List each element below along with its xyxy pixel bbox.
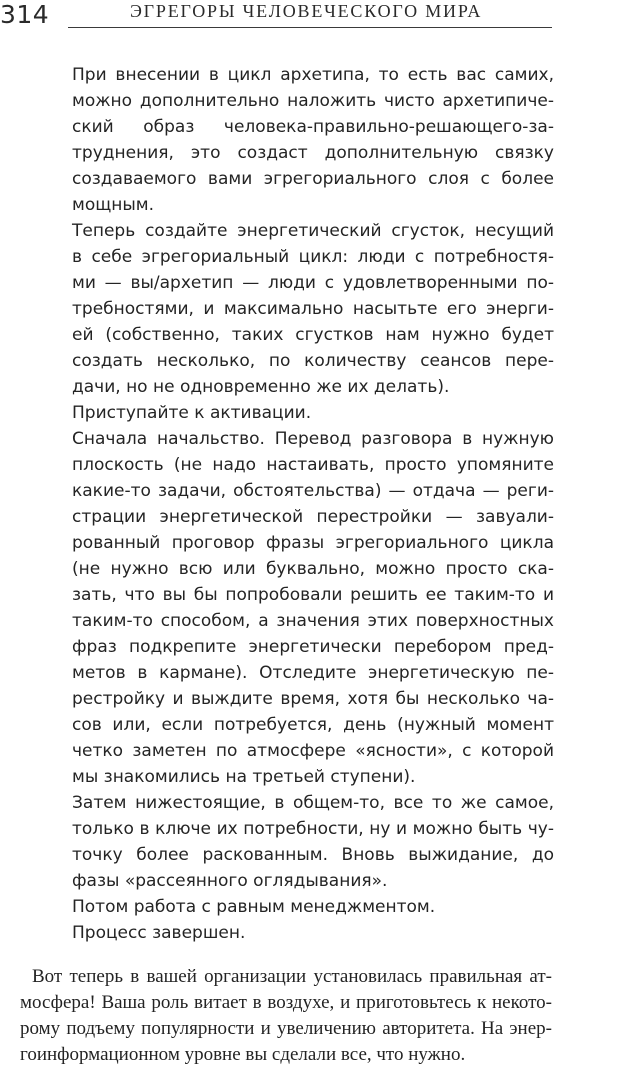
body-paragraph [20,964,552,1068]
instruction-line: создать несколько, по количеству сеансов пере- [72,351,554,371]
instruction-line: требностями, и максимально насытьте его энерги- [72,299,554,319]
instruction-line: плоскость (не надо настаивать, просто упомяните [72,455,554,475]
instruction-line: можно дополнительно наложить чисто архетипиче- [72,91,554,111]
instruction-line: какие-то задачи, обстоятельства) — отдача — реги- [72,481,554,501]
instruction-line: (не нужно всю или буквально, можно просто ска- [72,559,554,579]
instruction-line: Затем нижестоящие, в общем-то, все то же самое, [72,793,554,813]
instruction-line: ей (собственно, таких сгустков нам нужно будет [72,325,554,345]
paragraph-line: мосфера! Ваша роль витает в воздухе, и приготовьтесь к некото- [20,992,552,1013]
instruction-line: в себе эгрегориальный цикл: люди с потребностя- [72,247,554,267]
instruction-line: Сначала начальство. Перевод разговора в нужную [72,429,554,449]
instruction-line: только в ключе их потребности, ну и можно быть чу- [72,819,554,839]
instruction-line: При внесении в цикл архетипа, то есть вас самих, [72,65,554,85]
instruction-line: рестройку и выждите время, хотя бы несколько ча- [72,689,554,709]
instruction-line: зать, что вы бы попробовали решить ее таким-то и [72,585,554,605]
instruction-line: дачи, но не одновременно же их делать). [72,377,450,397]
instruction-line: Теперь создайте энергетический сгусток, несущий [72,221,554,241]
instruction-block [72,62,554,946]
paragraph-line: рому подъему популярности и увеличению авторитета. На энер- [20,1018,552,1039]
paragraph-line: Вот теперь в вашей организации установилась правильная ат- [32,966,552,987]
instruction-line: ский образ человека-правильно-решающего-за- [72,117,554,137]
running-head-title: ЭГРЕГОРЫ ЧЕЛОВЕЧЕСКОГО МИРА [130,1,483,21]
instruction-line: рованный проговор фразы эгрегориального цикла [72,533,554,553]
instruction-line: создаваемого вами эгрегориального слоя с более [72,169,554,189]
instruction-line: мощным. [72,195,155,215]
instruction-line: труднения, это создаст дополнительную связку [72,143,554,163]
instruction-line: фазы «рассеянного оглядывания». [72,871,388,891]
instruction-line: таким-то способом, а значения этих поверхностных [72,611,554,631]
header-rule [68,27,552,28]
instruction-line: сов или, если потребуется, день (нужный момент [72,715,554,735]
instruction-line: фраз подкрепите энергетически перебором пред- [72,637,554,657]
instruction-line: метов в кармане). Отследите энергетическую пе- [72,663,554,683]
instruction-line: Процесс завершен. [72,923,246,943]
instruction-line: Приступайте к активации. [72,403,312,423]
paragraph-line: гоинформационном уровне вы сделали все, что нужно. [20,1044,466,1065]
page-number: 314 [0,0,50,29]
instruction-line: четко заметен по атмосфере «ясности», с которой [72,741,554,761]
instruction-line: Потом работа с равным менеджментом. [72,897,436,917]
instruction-line: точку более раскованным. Вновь выжидание, до [72,845,554,865]
instruction-line: страции энергетической перестройки — завуали- [72,507,554,527]
instruction-line: ми — вы/архетип — люди с удовлетворенными по- [72,273,554,293]
instruction-line: мы знакомились на третьей ступени). [72,767,416,787]
